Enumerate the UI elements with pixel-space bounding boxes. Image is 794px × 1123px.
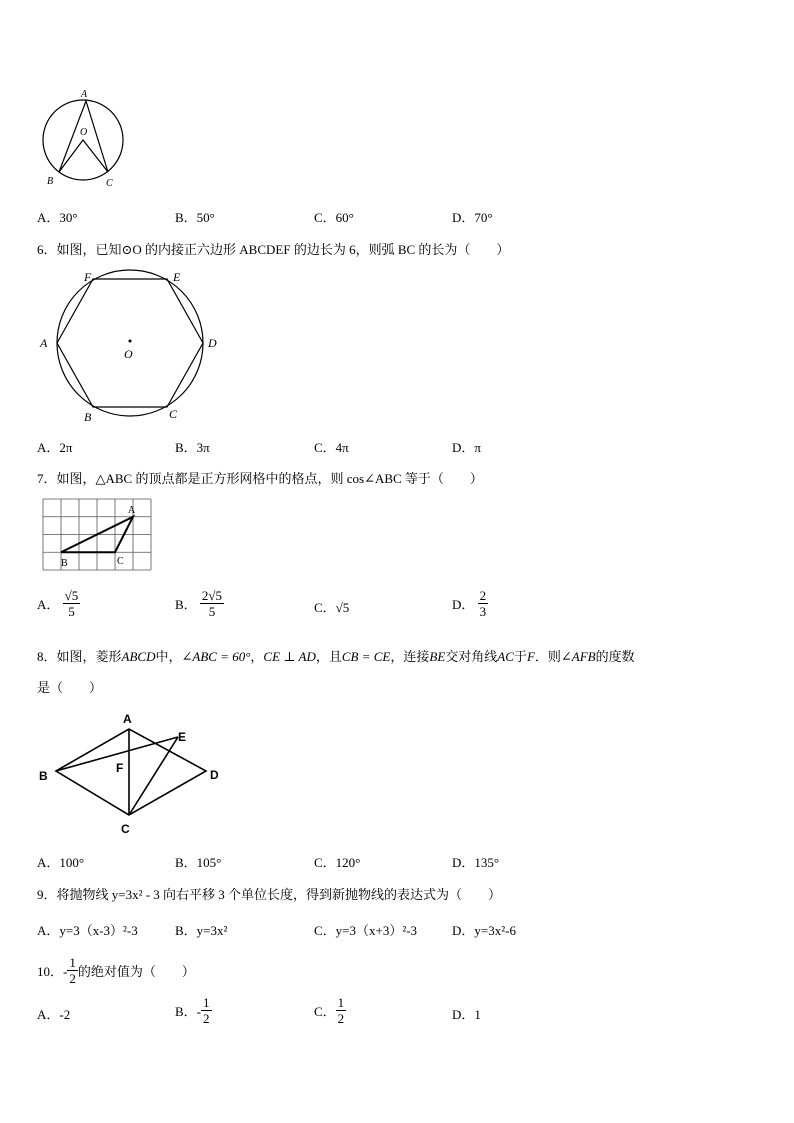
q5-label-o: O	[80, 127, 88, 138]
q6-option-c: C．4π	[314, 440, 349, 455]
q5-option-d: D．70°	[452, 210, 493, 225]
q5-label-b: B	[47, 176, 54, 187]
q8-question: 8．如图，菱形ABCD中，∠ABC = 60°，CE ⊥ AD，且CB = CE，连接BE交对角线AC于F．则∠AFB的度数	[37, 649, 635, 664]
q6-option-a: A．2π	[37, 440, 73, 455]
q6-label-f: F	[84, 270, 92, 284]
q5-label-c: C	[106, 178, 113, 188]
q10-option-b: B．- $\frac{1}{2}$	[175, 995, 210, 1026]
q5-option-c: C．60°	[314, 210, 354, 225]
q10-question: 10．- $\frac{1}{2}$ 的绝对值为（ ）	[37, 955, 195, 986]
q5-label-a: A	[81, 89, 88, 100]
q6-label-a: A	[40, 336, 48, 350]
q8-option-b: B．105°	[175, 855, 222, 870]
q7-option-d: D． $\frac{2}{3}$	[452, 588, 487, 619]
q6-label-o: O	[124, 347, 133, 361]
q8-label-f: F	[116, 761, 124, 775]
q7-label-a: A	[128, 505, 136, 516]
q6-label-c: C	[169, 407, 178, 421]
q7-grid-figure	[40, 496, 156, 574]
q10-option-a: A．-2	[37, 1007, 71, 1022]
q8-label-e: E	[178, 730, 187, 744]
q10-option-d: D．1	[452, 1007, 481, 1022]
q7-label-c: C	[117, 556, 124, 567]
q6-label-d: D	[208, 336, 217, 350]
q5-option-a: A．30°	[37, 210, 78, 225]
q8-label-c: C	[121, 822, 130, 836]
q9-option-b: B．y=3x²	[175, 923, 228, 938]
q9-option-a: A．y=3（x-3）²-3	[37, 923, 138, 938]
q8-option-c: C．120°	[314, 855, 361, 870]
q10-option-c: C． $\frac{1}{2}$	[314, 995, 345, 1026]
q7-question: 7．如图，△ABC 的顶点都是正方形网格中的格点，则 cos∠ABC 等于（ ）	[37, 471, 483, 486]
q8-label-b: B	[39, 769, 48, 783]
q6-question: 6．如图，已知⊙O 的内接正六边形 ABCDEF 的边长为 6，则弧 BC 的长为（ ）	[37, 242, 510, 257]
q8-rhombus-figure	[36, 705, 226, 837]
q8-option-d: D．135°	[452, 855, 500, 870]
q6-option-b: B．3π	[175, 440, 210, 455]
q8-label-a: A	[123, 712, 132, 726]
q5-option-b: B．50°	[175, 210, 215, 225]
q5-circle-figure	[36, 86, 132, 188]
q7-option-a: A． $\frac{√5}{5}$	[37, 588, 79, 619]
q7-option-c: C．√5	[314, 600, 350, 615]
q6-hexagon-figure	[36, 265, 226, 427]
q8-label-d: D	[210, 768, 219, 782]
q8-option-a: A．100°	[37, 855, 85, 870]
q6-label-b: B	[84, 410, 92, 424]
q9-question: 9．将抛物线 y=3x² - 3 向右平移 3 个单位长度，得到新抛物线的表达式为（ ）	[37, 887, 502, 902]
q6-option-d: D．π	[452, 440, 481, 455]
q6-label-e: E	[173, 270, 181, 284]
q9-option-c: C．y=3（x+3）²-3	[314, 923, 418, 938]
q9-option-d: D．y=3x²-6	[452, 923, 516, 938]
q7-label-b: B	[61, 558, 68, 569]
q7-option-b: B． $\frac{2√5}{5}$	[175, 588, 223, 619]
q8-question-line2: 是（ ）	[37, 680, 103, 695]
